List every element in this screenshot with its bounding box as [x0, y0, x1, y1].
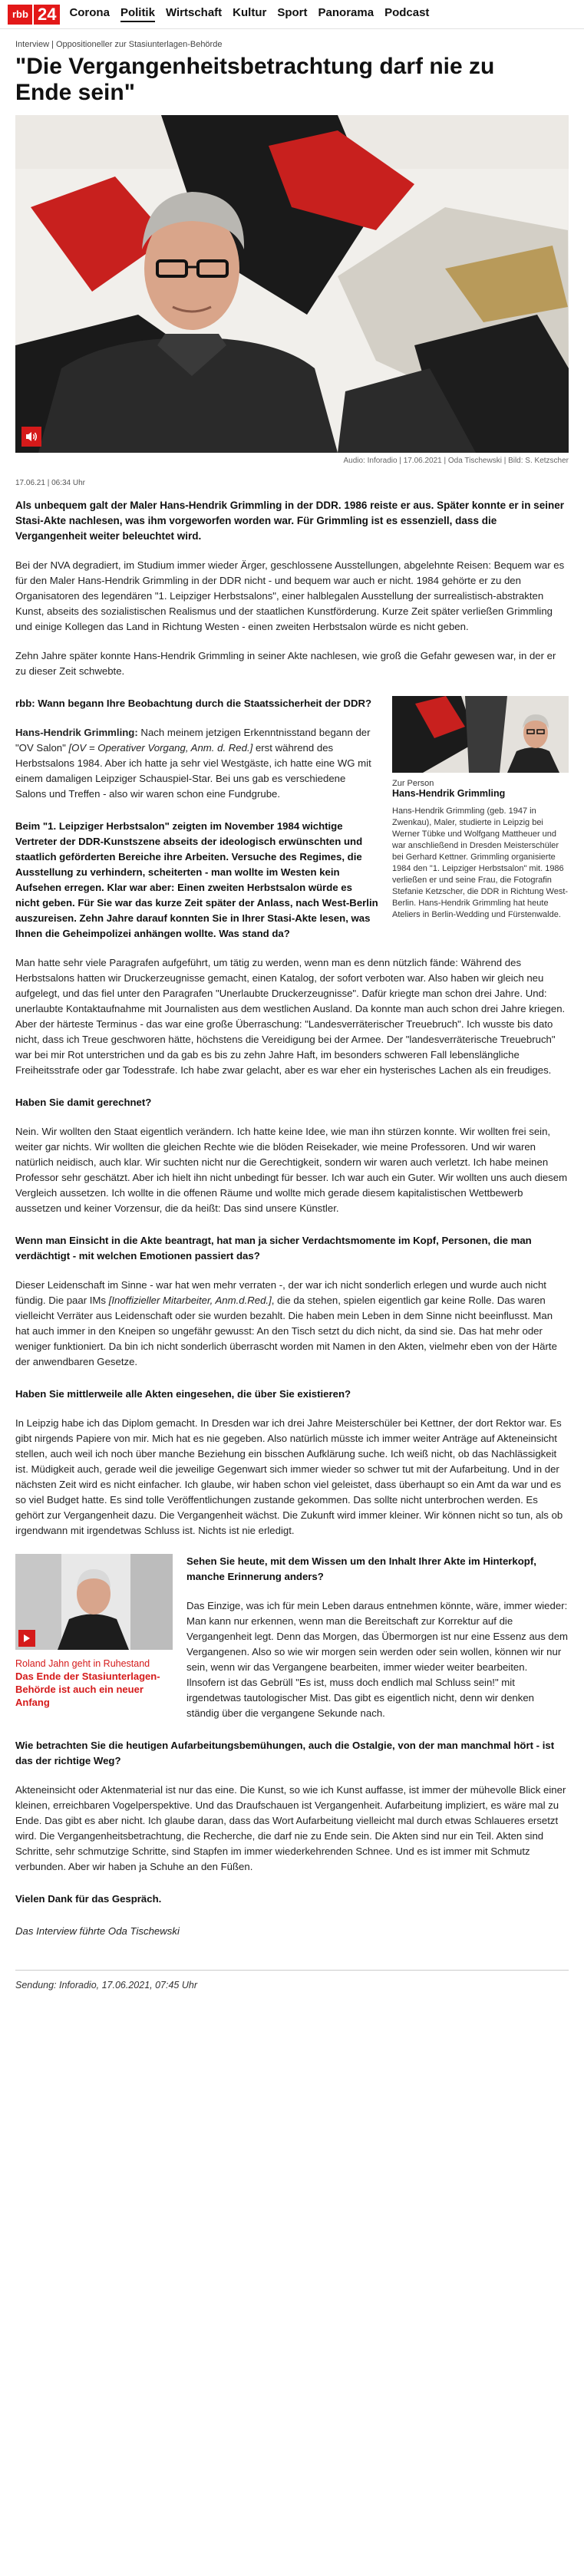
speaker-name: Hans-Hendrik Grimmling:	[15, 727, 138, 738]
teaser-play-button[interactable]	[18, 1630, 35, 1647]
side-box-name: Hans-Hendrik Grimmling	[392, 788, 506, 799]
interviewer-credit: Das Interview führte Oda Tischewski	[15, 1925, 180, 1937]
person-info-box	[392, 696, 569, 942]
nav-item-panorama[interactable]: Panorama	[318, 6, 374, 19]
side-box-label: Zur Person	[392, 779, 434, 788]
interview-question: Sehen Sie heute, mit dem Wissen um den Inhalt Ihrer Akte im Hinterkopf, manche Erinnerung anders?	[186, 1555, 536, 1582]
interview-question: Haben Sie damit gerechnet?	[15, 1097, 152, 1108]
editor-note: [Inoffizieller Mitarbeiter, Anm.d.Red.]	[108, 1295, 272, 1306]
site-header	[0, 0, 584, 29]
nav-item-podcast[interactable]: Podcast	[384, 6, 430, 19]
nav-item-wirtschaft[interactable]: Wirtschaft	[165, 6, 223, 19]
answer-text: Dieser Leidenschaft im Sinne - war hat wen mehr verraten -, der war ich nicht sonderlich erlegen und wurde auch nicht fündig. Die paar IMs	[15, 1279, 546, 1306]
related-section	[15, 1554, 569, 1721]
logo-rbb: rbb	[8, 5, 32, 25]
body-paragraph: Bei der NVA degradiert, im Studium immer wieder Ärger, geschlossene Ausstellungen, abgelehnte Reisen: Bequem war es für den Maler Hans-Hendrik Grimmling in der DDR nicht - und bequem war auch er nicht. 1984 gehörte er zu den Organisatoren des legendären "1. Leipziger Herbstsalons", einer halblegalen Ausstellung der surrealistisch-abstrakten Kunst, abseits des sozialistischen Realismus und der staatlichen Kunstförderung. Kurze Zeit später verließen Grimmling und einige Kollegen das Land in Richtung Westen - einen zweiten Herbstsalon würde es nicht geben.	[15, 559, 565, 632]
interview-answer	[15, 725, 378, 802]
answer-text: , die da stehen, spielen eigentlich gar keine Rolle. Das waren vielleicht Verräter aus Leidenschaft oder sie wurden bezahlt. Die haben mein Leben in dem Sinne nicht beeinflusst. Man hat auch immer in den Kneipen so ungefähr gewusst: An den Tisch setzt du dich nicht, da sind sie. Das hat mehr oder weniger funktioniert. Da bin ich nicht sonderlich überrascht worden mit Namen in den Akten, vielmehr eben von der Härte der anwendbaren Gesetze.	[15, 1295, 557, 1367]
logo-24: 24	[32, 5, 60, 25]
interview-question: Wenn man Einsicht in die Akte beantragt, hat man ja sicher Verdachtsmomente im Kopf, Personen, die man verdächtigt - mit welchen Emotionen passiert das?	[15, 1235, 532, 1262]
audio-play-button[interactable]	[21, 427, 41, 447]
teaser-kicker: Roland Jahn geht in Ruhestand	[15, 1658, 150, 1669]
answer-text: Nach meinem jetzigen Erkenntnisstand begann der "OV Salon"	[15, 727, 371, 754]
main-nav	[69, 6, 429, 22]
broadcast-source: Sendung: Inforadio, 17.06.2021, 07:45 Uhr	[15, 1970, 569, 1991]
interview-answer	[15, 1278, 569, 1370]
interview-answer: Das Einzige, was ich für mein Leben daraus entnehmen könnte, wäre, immer wieder: Man kann nur erkennen, wenn man die Bereitschaft zur Korrektur auf die Vergangenheit legt. Denn das Morgen, das Übermorgen ist nur eine Essenz aus dem Vergangenen. Also so wie wir morgen sein werden oder sein wollen, können wir nur sein, wenn wir das Vergangene bearbeiten, immer wieder weiter bearbeiten. Ilnsofern ist das Gebrüll "Es ist, muss doch endlich mal Schluss sein!" mit irgendetwas tautologischer Mist. Das gibt es eigentlich nicht, denn wir denken ständig über die vergangene Sekunde nach.	[186, 1600, 569, 1719]
person-portrait-illustration	[392, 696, 569, 773]
person-section	[15, 696, 569, 942]
hero-portrait-illustration	[15, 115, 569, 453]
article-kicker: Interview | Oppositioneller zur Stasiunterlagen-Behörde	[15, 40, 223, 49]
editor-note: [OV = Operativer Vorgang, Anm. d. Red.]	[68, 742, 253, 754]
interview-question: rbb: Wann begann Ihre Beobachtung durch die Staatssicherheit der DDR?	[15, 698, 372, 709]
closing-thanks: Vielen Dank für das Gespräch.	[15, 1893, 162, 1905]
teaser-title: Das Ende der Stasiunterlagen-Behörde ist auch ein neuer Anfang	[15, 1671, 160, 1708]
article	[0, 40, 584, 2037]
related-article-teaser[interactable]	[15, 1554, 173, 1721]
person-thumbnail	[392, 696, 569, 773]
publish-date: 17.06.21 | 06:34 Uhr	[15, 479, 85, 487]
teaser-image	[15, 1554, 173, 1650]
body-paragraph: Zehn Jahre später konnte Hans-Hendrik Grimmling in seiner Akte nachlesen, wie groß die Gefahr gewesen war, in der er zu dieser Zeit schwebte.	[15, 650, 556, 677]
side-box-text: Hans-Hendrik Grimmling (geb. 1947 in Zwenkau), Maler, studierte in Leipzig bei Werner Tübke und Wolfgang Mattheuer und war anschließend in Dresden Meisterschüler bei Gerhard Kettner. Grimmling organisierte 1984 den "1. Leipziger Herbstsalon" mit. 1986 verließen er und seine Frau, die Fotografin Stefanie Ketzscher, die DDR in Richtung West-Berlin. Hans-Hendrik Grimmling hat heute Ateliers in Berlin-Wedding und Fürstenwalde.	[392, 806, 569, 919]
article-title: "Die Vergangenheitsbetrachtung darf nie zu Ende sein"	[15, 54, 495, 105]
interview-answer: Man hatte sehr viele Paragrafen aufgeführt, um tätig zu werden, wenn man es denn nützlich fände: Während des Herbstsalons hatten wir Druckerzeugnisse gemacht, einen Katalog, der sofort verboten war. Also haben wir gleich neu aufgelegt, und das fiel unter den Paragrafen "Unerlaubte Druckerzeugnisse". Dafür kriegte man schon drei Jahre. Und: unerlaubte Kontaktaufnahme mit Journalisten aus dem westlichen Ausland. Da konnte man auch schon drei Jahre kriegen. Aber der härteste Terminus - das war eine große Überraschung: "Landesverräterischer Treuebruch". Ich wusste bis dato nicht, dass ich Treue geschworen hätte, höchstens die Vereidigung bei der Armee. Der "landesverräterische Treuebruch" war bei mir Rot unterstrichen und da gab es bis zu zehn Jahre Haft, im besonders schweren Fall lebenslängliche Freiheitsstrafe oder gar Todesstrafe. Ich habe zwar gelacht, aber es war eher ein hysterisches Lachen als ein freudiges.	[15, 957, 566, 1076]
interview-question: Wie betrachten Sie die heutigen Aufarbeitungsbemühungen, auch die Ostalgie, von der man manchmal hört - ist das der richtige Weg?	[15, 1740, 555, 1766]
nav-item-politik[interactable]: Politik	[120, 6, 155, 22]
hero-image	[15, 115, 569, 453]
interview-continued	[186, 1554, 569, 1721]
image-credit: Audio: Inforadio | 17.06.2021 | Oda Tischewski | Bild: S. Ketzscher	[343, 457, 569, 465]
rbb24-logo[interactable]	[8, 5, 60, 25]
play-icon	[23, 1634, 31, 1643]
interview-answer: In Leipzig habe ich das Diplom gemacht. In Dresden war ich drei Jahre Meisterschüler bei Kettner, der dort Rektor war. Es gibt nirgends Papiere von mir. Mich hat es nie gegeben. Also natürlich müsste ich immer weiter Anträge auf Akteneinsicht stellen, auch weil ich noch über manche Beziehung ein bisschen Aufklärung suche. Ich weiß nicht, ob das Nachlässigkeit ist. Müdigkeit auch, gerade weil die jeweilige Gegenwart sich immer wieder so schwer tut mit der Aufarbeitung. Und in der nächsten Zeit wird es nicht einfacher. Ich glaube, wir haben schon viel geleistet, dass überhaupt so ein Amt da war und es so viel Budget hatte. Es sind tolle Veröffentlichungen zustande gekommen. Das sollte nicht unterbrochen werden. Es gehört zur Vergangenheit dazu. Die Vergangenheit wächst. Die Zukunft wird immer kleiner. Wir können nicht so tun, als ob irgendwann mit irgendetwas Schluss ist. Nichts ist nie erledigt.	[15, 1417, 563, 1536]
interview-question: Beim "1. Leipziger Herbstsalon" zeigten im November 1984 wichtige Vertreter der DDR-Kunstszene abseits der ideologisch erwünschten und staatlich geförderten Bereiche ihre Arbeiten. Versuche des Regimes, die Ausstellung zu verhindern, scheiterten - man wollte im Westen kein Aufsehen erregen. Klar war aber: Einen zweiten Herbstsalon würde es nicht geben. Für Sie war das kurze Zeit später der Anlass, nach West-Berlin auszureisen. Zehn Jahre darauf konnten Sie in Ihrer Stasi-Akte lesen, was Ihnen die Geheimpolizei anhängen wollte. Was stand da?	[15, 820, 378, 939]
nav-item-corona[interactable]: Corona	[69, 6, 110, 19]
teaser-photo-illustration	[15, 1554, 173, 1650]
article-lead: Als unbequem galt der Maler Hans-Hendrik Grimmling in der DDR. 1986 reiste er aus. Später konnte er in seiner Stasi-Akte nachlesen, was ihm vorgeworfen worden war. Für Grimmling ist es essenziell, dass die Vergangenheit weiter beleuchtet wird.	[15, 500, 564, 542]
nav-item-kultur[interactable]: Kultur	[233, 6, 267, 19]
interview-start	[15, 696, 378, 942]
interview-answer: Akteneinsicht oder Aktenmaterial ist nur das eine. Die Kunst, so wie ich Kunst auffasse, ist immer der mühevolle Blick einer kleinen, erreichbaren Vogelperspektive. Und das Draufschauen ist Vergangenheit. Aufarbeitung impliziert, es wäre mal zu Ende. Das gibt es aber nicht. Ich glaube daran, dass das Wort Aufarbeitung vielleicht mal durch etwas Schlaueres ersetzt wird. Die Vergangenheitsbetrachtung, die Recherche, die darf nie zu Ende sein. Die Akten sind nur ein Teil. Akten sind Schritte, sehr schmutzige Schritte, sind Stapfen im immer wiederkehrenden Schnee. Und es ist immer mit Schmutz verbunden. Aber wir haben ja Schuhe an den Füßen.	[15, 1784, 566, 1872]
answer-text: erst während des Herbstsalons 1984. Aber ich hatte ja sehr viel Westgäste, ich hatte eine WG mit einem damaligen Leipziger Schauspiel-Star. Bei uns gab es verschiedene Salons und Treffen - also wir waren schon eine Fundgrube.	[15, 742, 371, 800]
interview-answer: Nein. Wir wollten den Staat eigentlich verändern. Ich hatte keine Idee, wie man ihn stürzen konnte. Wir wollten frei sein, weiter gar nichts. Wir wollten die gleichen Rechte wie die blöden Reisekader, wie meine Professoren. Und wir waren natürlich neidisch, auch klar. Wir suchten nicht nur die Gerechtigkeit, sondern wir waren auch verletzt. Ich habe meinen Professor sehr geschätzt. Aber ich hielt ihn nicht unbedingt für besser. Ich war auch ein Guter. Wir wollten uns auch diesem Vergleich aussetzen. Ich wollte in die offenen Räume und wollte mich gerade diesem kapitalistischen Wettbewerb aussetzen und keiner Vorzensur, die da heißt: Das sind unsere Künstler.	[15, 1126, 568, 1214]
nav-item-sport[interactable]: Sport	[277, 6, 308, 19]
interview-question: Haben Sie mittlerweile alle Akten eingesehen, die über Sie existieren?	[15, 1388, 351, 1400]
speaker-icon	[25, 431, 38, 442]
